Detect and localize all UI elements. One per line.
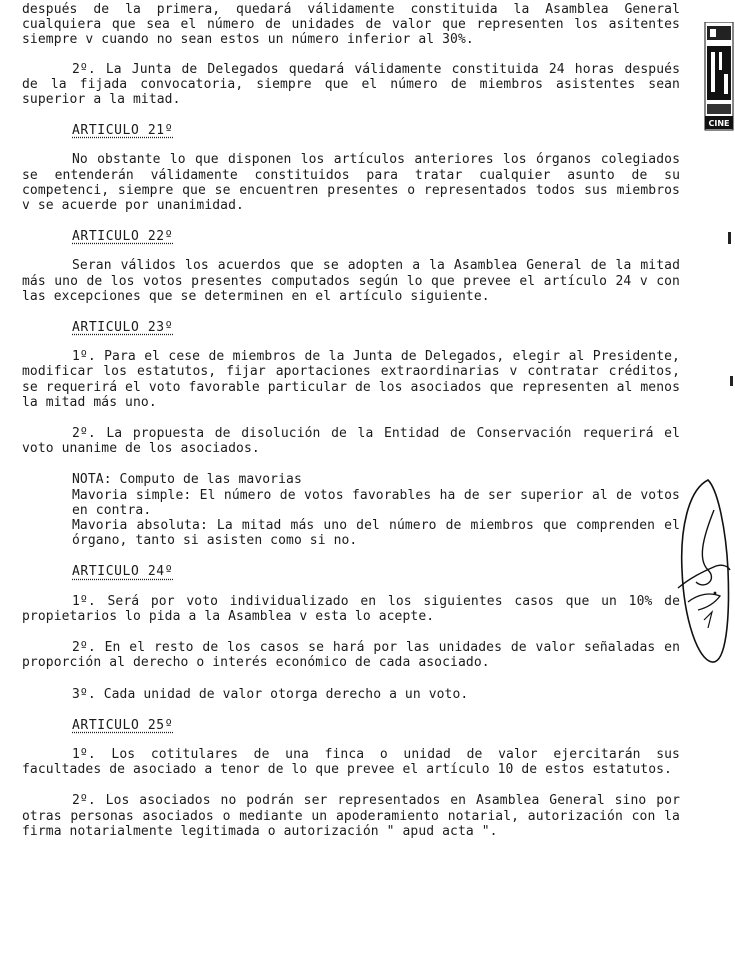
note-title: NOTA: Computo de las mavorias	[72, 472, 302, 488]
paragraph-text: No obstante lo que disponen los artículos anteriores los órganos colegiados se entenderán válidamente constituidos para tratar cualquier asunto de su competenci, siempre que se encuentren presentes o representados todos sus miembros v se acuerde por unanimidad.	[22, 152, 680, 214]
paragraph-articulo-23-2	[22, 426, 680, 456]
paragraph-text: 2º. Los asociados no podrán ser representados en Asamblea General sino por otras personas asociados o mediante un apoderamiento notarial, autorización con la firma notarialmente legitimada o autorización " apud acta ".	[22, 793, 680, 839]
note-mayoria-absoluta: Mavoria absoluta: La mitad más uno del número de miembros que comprenden el órgano, tanto si asisten como si no.	[72, 518, 680, 549]
paragraph-articulo-23-1	[22, 349, 680, 410]
paragraph-text: Seran válidos los acuerdos que se adopten a la Asamblea General de la mitad más uno de los votos presentes computados según lo que prevee el artículo 24 v con las excepciones que se determinen en el artículo siguiente.	[22, 258, 680, 304]
paragraph-articulo-25-2	[22, 793, 680, 839]
heading-articulo-22: ARTICULO 22º	[72, 229, 174, 245]
heading-articulo-23: ARTICULO 23º	[72, 320, 174, 336]
paragraph-junta-delegados	[22, 62, 680, 108]
paragraph-text: 2º. La Junta de Delegados quedará válidamente constituida 24 horas después de la fijada convocatoria, siempre que el número de miembros asistentes sean superior a la mitad.	[22, 61, 680, 108]
stamp-label: CINE	[708, 119, 730, 128]
paragraph-text: 1º. Será por voto individualizado en los siguientes casos que un 10% de propietarios lo pida a la Asamblea v esta lo acepte.	[22, 593, 680, 624]
heading-articulo-21: ARTICULO 21º	[72, 123, 174, 139]
paragraph-articulo-24-2	[22, 640, 680, 670]
paragraph-text: 2º. En el resto de los casos se hará por las unidades de valor señaladas en proporción al derecho o interés económico de cada asociado.	[22, 640, 680, 671]
paragraph-articulo-21	[22, 152, 680, 213]
scan-mark	[730, 376, 733, 386]
scan-mark	[728, 232, 731, 244]
note-mayorias	[22, 472, 680, 548]
document-body	[22, 2, 680, 855]
paragraph-text: 2º. La propuesta de disolución de la Entidad de Conservación requerirá el voto unanime de los asociados.	[22, 426, 680, 457]
paragraph-text: 1º. Los cotitulares de una finca o unidad de valor ejercitarán sus facultades de asociado a tenor de lo que prevee el artículo 10 de estos estatutos.	[22, 746, 680, 778]
paragraph-articulo-24-1	[22, 594, 680, 624]
heading-articulo-25: ARTICULO 25º	[72, 717, 174, 733]
paragraph-text: 1º. Para el cese de miembros de la Junta de Delegados, elegir al Presidente, modificar los estatutos, fijar aportaciones extraordinarias v contratar créditos, se requerirá el voto favorable particular de los asociados que representen al menos la mitad más uno.	[22, 349, 680, 410]
notarial-stamp-icon	[701, 22, 735, 132]
note-mayoria-simple: Mavoria simple: El número de votos favorables ha de ser superior al de votos en contra.	[72, 487, 680, 518]
handwritten-signature-icon	[668, 470, 735, 670]
paragraph-articulo-22	[22, 258, 680, 304]
paragraph-articulo-25-1	[22, 747, 680, 777]
paragraph-text: 3º. Cada unidad de valor otorga derecho a un voto.	[72, 686, 469, 702]
paragraph-continuation: después de la primera, quedará válidamente constituida la Asamblea General cualquiera que sea el número de unidades de valor que representen los asitentes siempre v cuando no sean estos un número inferior al 30%.	[22, 2, 680, 48]
heading-articulo-24: ARTICULO 24º	[72, 564, 174, 580]
paragraph-articulo-24-3	[22, 687, 680, 702]
